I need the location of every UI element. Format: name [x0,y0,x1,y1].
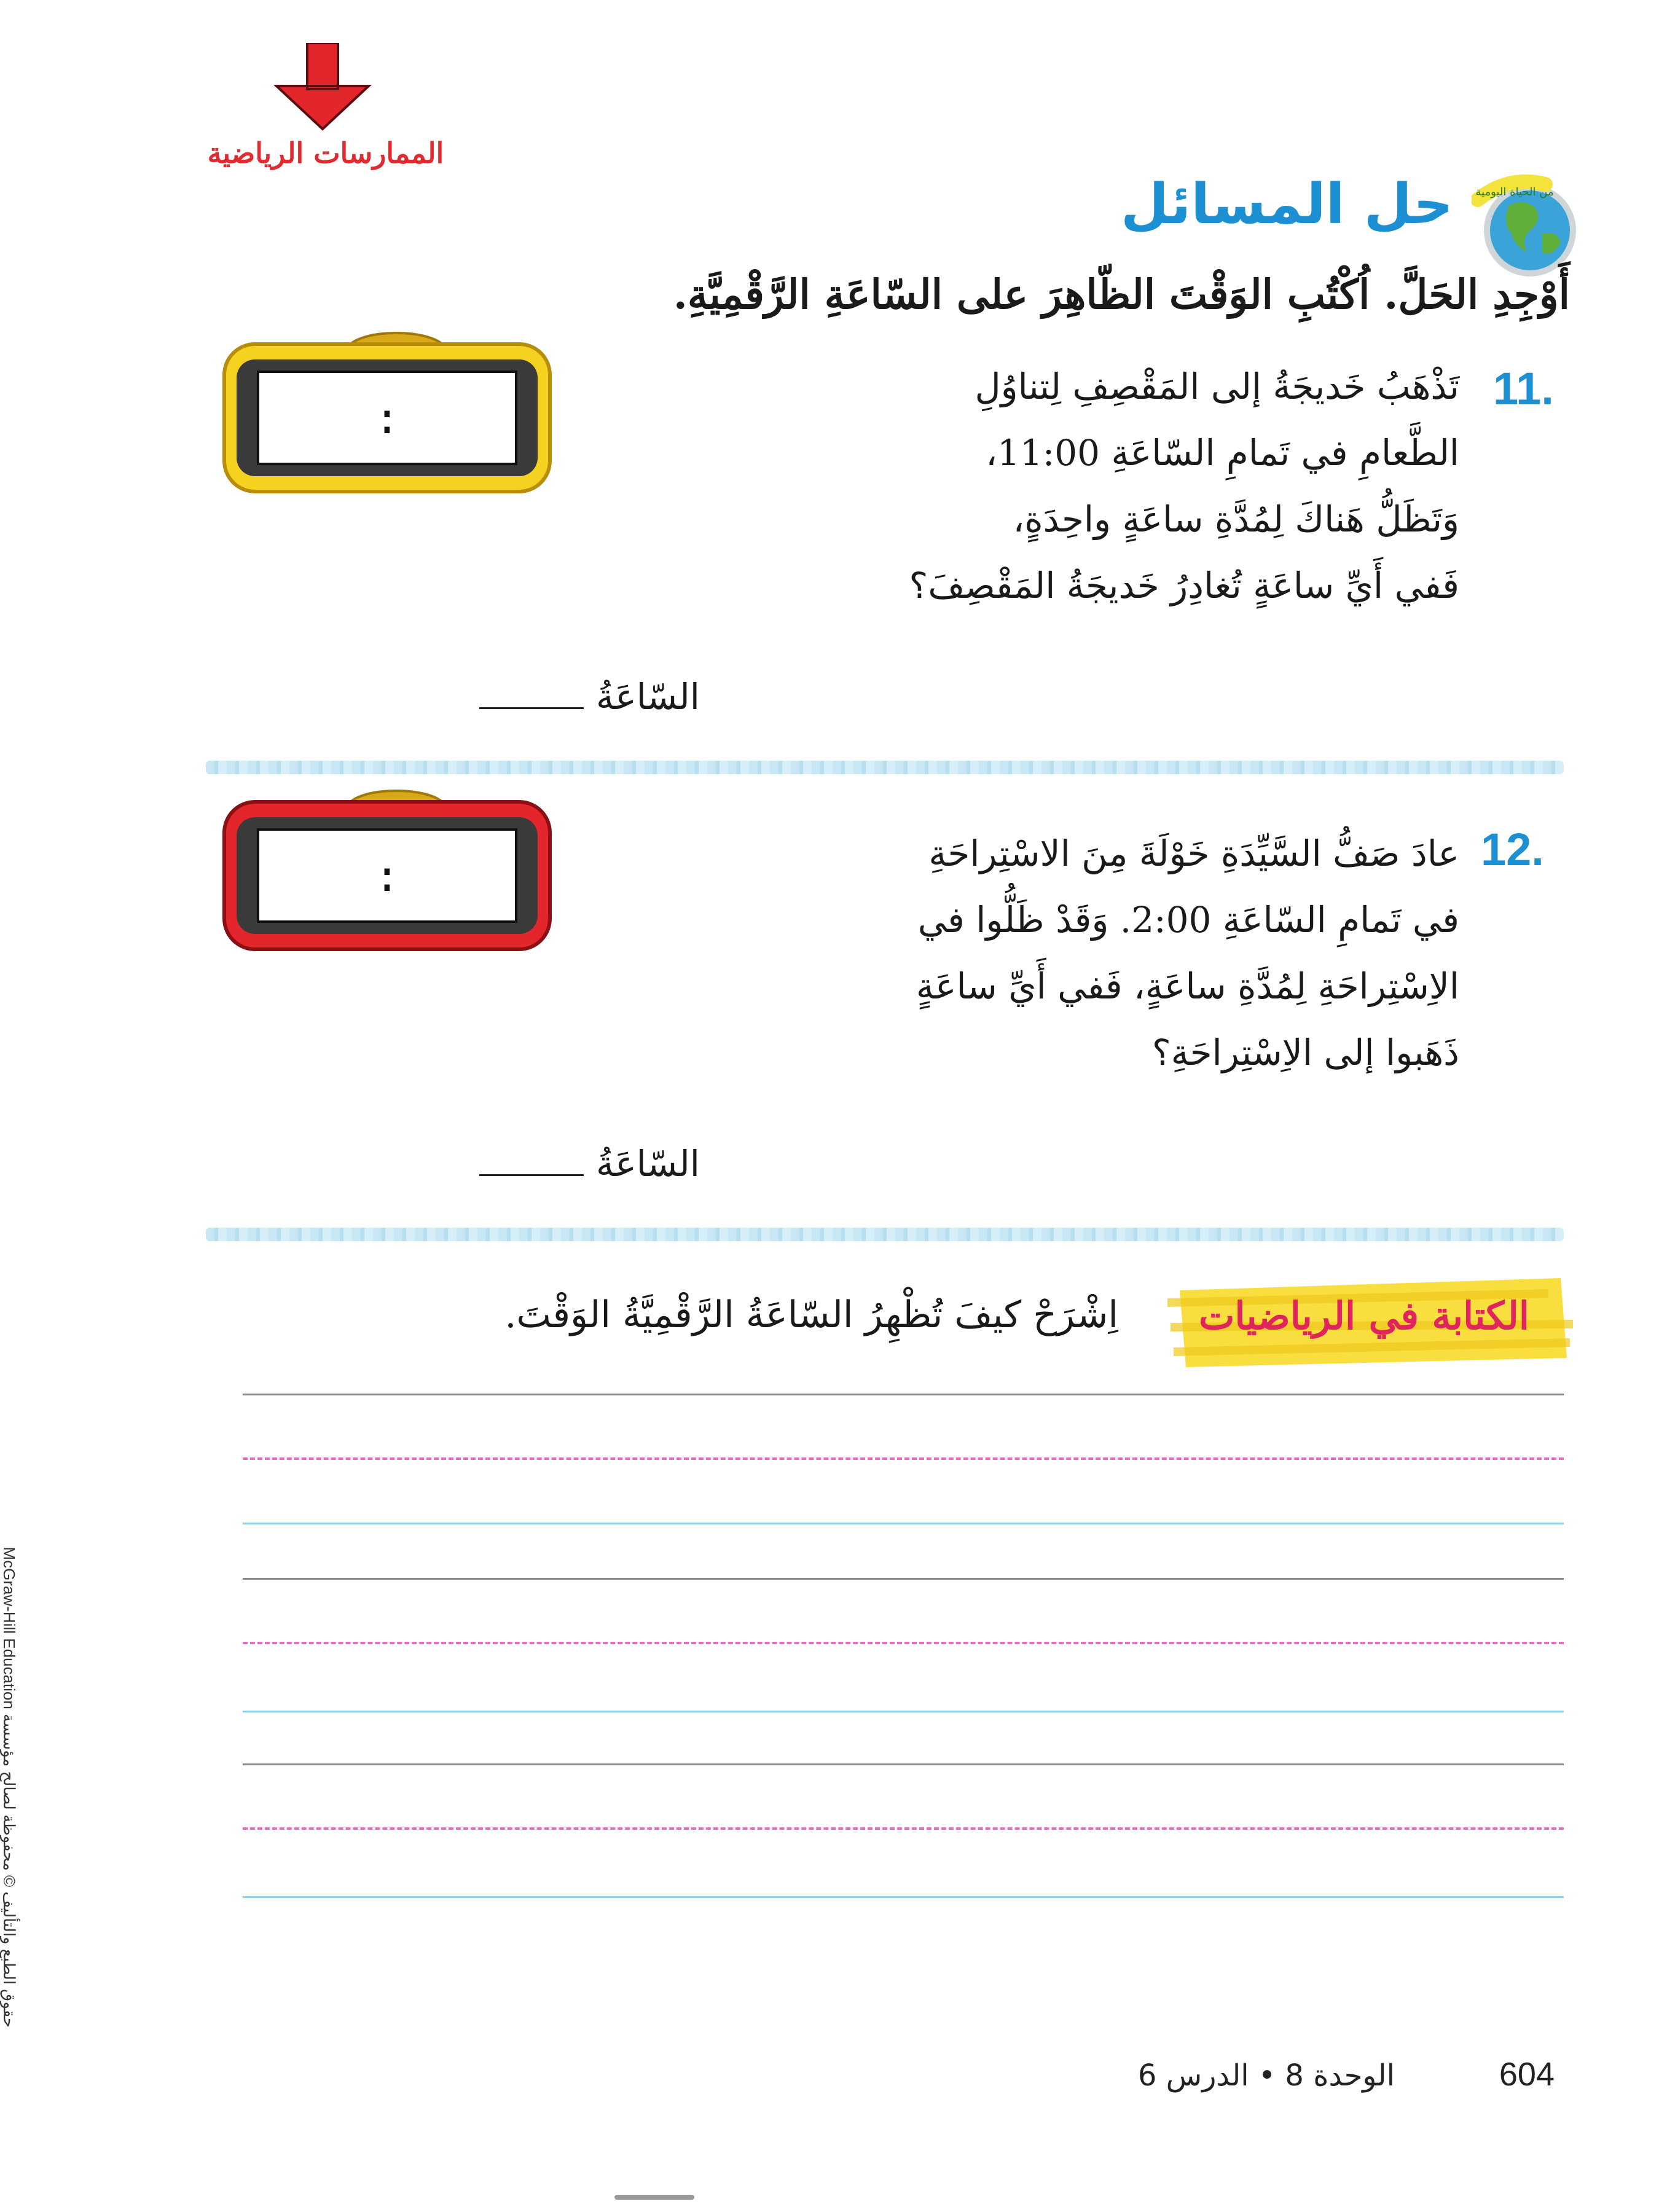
answer-line-11[interactable] [479,676,700,718]
question-11-text [909,353,1459,619]
question-11-line: فَفي أَيِّ ساعَةٍ تُغادِرُ خَديجَةُ المَقْصِفَ؟ [909,565,1459,606]
question-11-line: تَذْهَبُ خَديجَةُ إلى المَقْصِفِ لِتناوُلِ [975,366,1459,407]
question-12-line: ذَهَبوا إلى الاِسْتِراحَةِ؟ [1151,1032,1459,1073]
question-12-text [916,820,1459,1086]
writing-line-top[interactable] [243,1763,1564,1765]
answer-label: السّاعَةُ [596,676,700,718]
question-11-line: الطَّعامِ في تَمامِ السّاعَةِ 11:00، [986,432,1459,474]
question-12-line: عادَ صَفُّ السَّيِّدَةِ خَوْلَةَ مِنَ الاسْتِراحَةِ [928,833,1459,874]
digital-clock-red [218,777,568,962]
writing-line-base [243,1523,1564,1524]
question-number-11: 11. [1493,363,1554,414]
answer-blank[interactable] [479,701,584,709]
writing-line-mid [243,1457,1564,1460]
unit-lesson-label: الوحدة 8 • الدرس 6 [1137,2058,1395,2093]
page-number: 604 [1499,2056,1555,2093]
writing-line-mid [243,1827,1564,1830]
answer-blank[interactable] [479,1168,584,1176]
writing-prompt: اِشْرَحْ كيفَ تُظْهِرُ السّاعَةُ الرَّقْمِيَّةُ الوَقْتَ. [504,1293,1118,1336]
writing-line-top[interactable] [243,1578,1564,1580]
globe-icon [1472,172,1582,276]
question-number-12: 12. [1481,824,1544,875]
copyright-credit: حقوق الطبع والتأليف © محفوظة لصالح مؤسسة McGraw-Hill Education [0,1547,18,2028]
down-arrow-icon [270,43,375,135]
instructions: أَوْجِدِ الحَلَّ. اُكْتُبِ الوَقْتَ الظّاهِرَ على السّاعَةِ الرَّقْمِيَّةِ. [673,270,1570,318]
section-divider [206,1228,1564,1241]
math-practices-label: الممارسات الرياضية [207,136,444,170]
clock-colon: : [374,851,401,901]
question-12-line: الاِسْتِراحَةِ لِمُدَّةِ ساعَةٍ، فَفي أَيِّ ساعَةٍ [916,965,1459,1007]
writing-in-math-label: الكتابة في الرياضيات [1198,1293,1530,1338]
writing-line-base [243,1711,1564,1712]
section-divider [206,761,1564,774]
writing-line-base [243,1896,1564,1898]
digital-clock-yellow [218,320,568,504]
question-11-line: وَتَظَلُّ هَناكَ لِمُدَّةِ ساعَةٍ واحِدَةٍ، [1013,498,1459,540]
writing-line-mid [243,1642,1564,1644]
section-title: حل المسائل [1120,172,1453,237]
badge-text: من الحياة اليومية [1475,186,1554,198]
writing-line-top[interactable] [243,1394,1564,1395]
answer-label: السّاعَةُ [596,1143,700,1185]
home-indicator[interactable] [614,2195,694,2200]
clock-colon: : [374,393,401,444]
question-12-line: في تَمامِ السّاعَةِ 2:00. وَقَدْ ظَلُّوا في [917,899,1459,941]
answer-line-12[interactable] [479,1143,700,1185]
